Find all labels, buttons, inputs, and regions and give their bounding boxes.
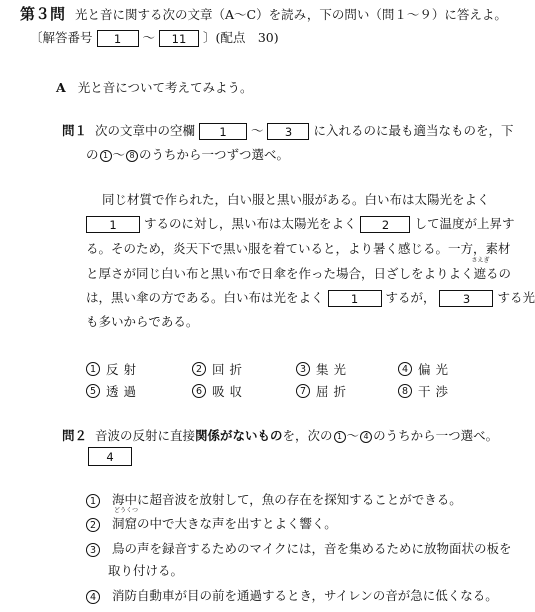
q2-option-2: [86, 507, 337, 534]
choice-5: [86, 380, 141, 400]
q2-option-4: [86, 586, 498, 606]
circled-number: 8: [398, 384, 412, 398]
circled-number: 6: [192, 384, 206, 398]
ruby-text: さえぎ: [471, 257, 490, 264]
score-note: 〕(配点 30): [202, 30, 279, 45]
q1-text-cont: に入れるのに最も適当なものを，下: [313, 123, 514, 138]
q1-label: 問１: [62, 123, 88, 138]
q1-line2: [86, 145, 289, 165]
q2-option-3-cont: 取り付ける。: [108, 563, 184, 578]
circled-number: 1: [100, 150, 112, 162]
q1-box-start: 1: [199, 123, 247, 140]
circled-number: 1: [86, 362, 100, 376]
tilde: ～: [112, 147, 126, 162]
q2-text: のうちから一つ選べ。: [373, 428, 499, 443]
circled-number: 2: [192, 362, 206, 376]
q1-line2-prefix: の: [86, 147, 99, 162]
circled-number: 4: [398, 362, 412, 376]
answer-start-box: 1: [97, 30, 139, 47]
q1-text: 次の文章中の空欄: [95, 123, 196, 138]
passage-box-2: 2: [360, 216, 410, 233]
passage-line2: [86, 214, 514, 234]
choice-label: 反射: [106, 361, 142, 377]
ruby-word: [111, 507, 138, 534]
question-title: 第３問: [20, 5, 66, 23]
circled-number: 8: [126, 150, 138, 162]
circled-number: 7: [296, 384, 310, 398]
answer-range-label: 〔解答番号: [30, 30, 93, 45]
choice-3: [296, 358, 351, 378]
choice-8: [398, 380, 453, 400]
choice-4: [398, 358, 453, 378]
q1-line2-suffix: のうちから一つずつ選べ。: [139, 147, 290, 162]
passage-text: るの: [486, 266, 512, 281]
circled-number: 4: [86, 590, 100, 604]
section-a-text: 光と音について考えてみよう。: [77, 80, 253, 95]
choice-label: 偏光: [418, 361, 454, 377]
q2-line1: [62, 426, 498, 446]
q1-line1: [62, 121, 513, 141]
choice-6: [192, 380, 247, 400]
passage-line6: も多いからである。: [86, 314, 199, 329]
q2-answer-box-wrap: [88, 446, 132, 466]
circled-number: 5: [86, 384, 100, 398]
header-instruction: 光と音に関する次の文章（A～C）を読み，下の問い（問１～９）に答えよ。: [75, 7, 507, 22]
answer-end-box: 11: [159, 30, 199, 47]
tilde: ～: [250, 123, 264, 138]
passage-text: は，黒い傘の方である。白い布は光をよく: [86, 290, 324, 305]
passage-text: するのに対し，黒い布は太陽光をよく: [143, 216, 357, 231]
passage-text: するが，: [385, 290, 436, 305]
section-a: [56, 78, 252, 98]
choice-1: [86, 358, 141, 378]
option-text: の中で大きな声を出すとよく響く。: [137, 516, 337, 531]
option-text: 海中に超音波を放射して，魚の存在を探知することができる。: [111, 492, 462, 507]
q2-option-3: [86, 539, 512, 559]
passage-box-1b: 1: [328, 290, 382, 307]
circled-number: 2: [86, 518, 100, 532]
q1-box-end: 3: [267, 123, 309, 140]
choice-label: 透過: [106, 383, 142, 399]
choice-label: 干渉: [418, 383, 454, 399]
choice-label: 集光: [316, 361, 352, 377]
passage-line5: [86, 288, 535, 308]
q2-label: 問２: [62, 428, 88, 443]
ruby-base: 遮: [473, 266, 487, 281]
passage-line4: [86, 257, 512, 284]
passage-line3: る。そのため，炎天下で黒い服を着ていると，より暑く感じる。一方，素材: [86, 241, 511, 256]
choice-label: 吸収: [212, 383, 248, 399]
ruby-base: 洞窟: [111, 516, 137, 531]
choice-label: 回折: [212, 361, 248, 377]
passage-line1: 同じ材質で作られた，白い服と黒い服がある。白い布は太陽光をよく: [102, 192, 490, 207]
header-line: [20, 4, 507, 25]
q2-text: 音波の反射に直接: [95, 428, 196, 443]
passage-box-1: 1: [86, 216, 140, 233]
option-text: 鳥の声を録音するためのマイクには，音を集めるために放物面状の板を: [111, 541, 512, 556]
choice-7: [296, 380, 351, 400]
tilde: ～: [346, 428, 360, 443]
passage-text: する光: [497, 290, 535, 305]
tilde: ～: [142, 30, 155, 45]
choice-label: 屈折: [316, 383, 352, 399]
ruby-word: [471, 257, 490, 284]
passage-box-3: 3: [439, 290, 493, 307]
circled-number: 3: [296, 362, 310, 376]
circled-number: 1: [334, 431, 346, 443]
circled-number: 3: [86, 543, 100, 557]
option-text: 消防自動車が目の前を通過するとき，サイレンの音が急に低くなる。: [111, 588, 498, 603]
passage-text: と厚さが同じ白い布と黒い布で日傘を作った場合，日ざしをよりよく: [86, 266, 474, 281]
circled-number: 1: [86, 494, 100, 508]
q2-option-1: [86, 490, 462, 510]
choice-2: [192, 358, 247, 378]
q2-answer-box: 4: [88, 447, 132, 466]
section-a-label: A: [56, 80, 66, 95]
circled-number: 4: [360, 431, 372, 443]
q2-text-emphasis: 関係がないもの: [195, 428, 283, 443]
ruby-text: どうくつ: [113, 507, 138, 514]
passage-text: して温度が上昇す: [414, 216, 515, 231]
answer-range: [30, 28, 279, 48]
q2-text: を，次の: [282, 428, 333, 443]
